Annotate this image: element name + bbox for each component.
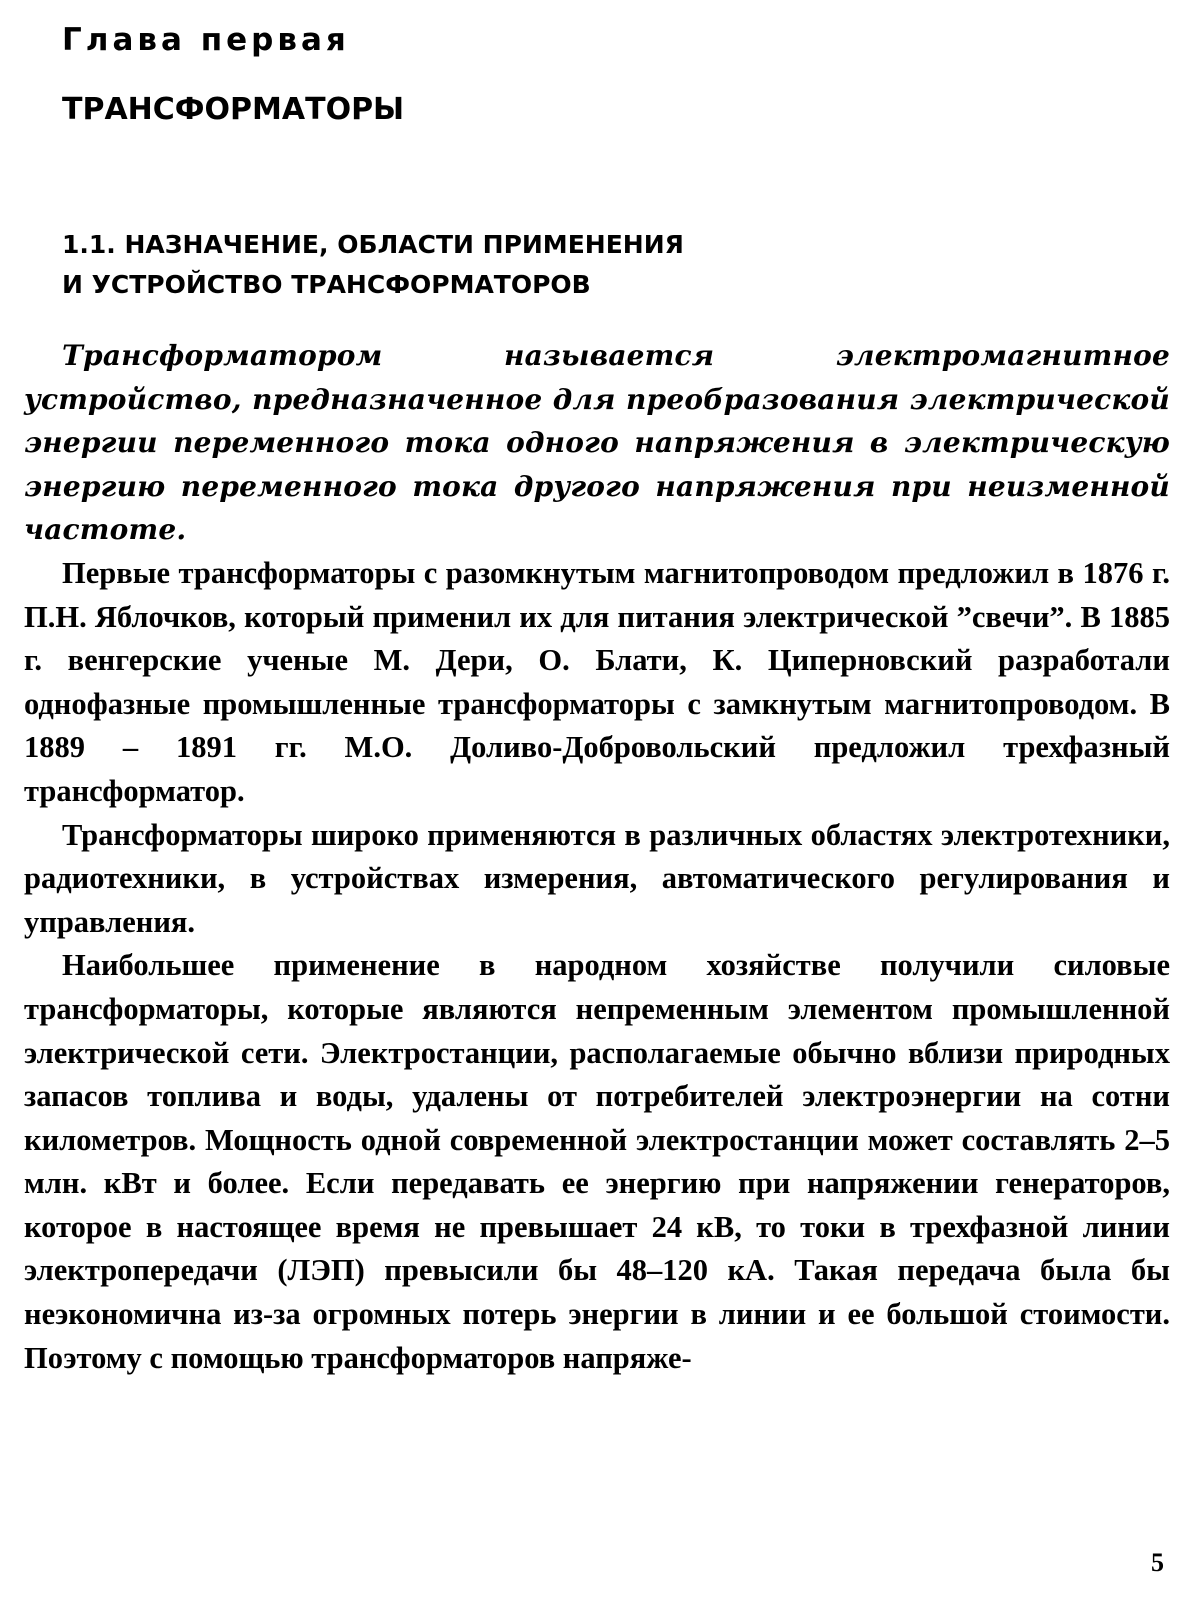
section-heading-line-2: И УСТРОЙСТВО ТРАНСФОРМАТОРОВ: [62, 270, 591, 299]
power-transformers-paragraph: Наибольшее применение в народном хозяйстве получили силовые трансформаторы, которые являются непременным элементом промышленной электрической сети. Электростанции, располагаемые обычно вблизи природных запасов топлива и воды, удалены от потребителей электроэнергии на сотни километров. Мощность одной современной электростанции может составлять 2–5 млн. кВт и более. Если передавать ее энергию при напряжении генераторов, которое в настоящее время не превышает 24 кВ, то токи в трехфазной линии электропередачи (ЛЭП) превысили бы 48–120 кА. Такая передача была бы неэкономична из-за огромных потерь энергии в линии и ее большой стоимости. Поэтому с помощью трансформаторов напряже-: [24, 948, 1170, 1375]
book-page: [24, 0, 1170, 1601]
section-heading: [62, 225, 962, 305]
section-heading-line-1: 1.1. НАЗНАЧЕНИЕ, ОБЛАСТИ ПРИМЕНЕНИЯ: [62, 230, 684, 259]
history-paragraph: Первые трансформаторы с разомкнутым магнитопроводом предложил в 1876 г. П.Н. Яблочков, который применил их для питания электрической ”свечи”. В 1885 г. венгерские ученые М. Дери, О. Блати, К. Циперновский разработали однофазные промышленные трансформаторы с замкнутым магнитопроводом. В 1889 – 1891 гг. М.О. Доливо-Добровольский предложил трехфазный трансформатор.: [24, 555, 1170, 808]
chapter-title: ТРАНСФОРМАТОРЫ: [62, 92, 405, 127]
chapter-label: Глава первая: [62, 22, 350, 58]
page-number: 5: [1151, 1548, 1164, 1577]
body-text: [24, 334, 1170, 1380]
applications-paragraph: Трансформаторы широко применяются в различных областях электротехники, радиотехники, в устройствах измерения, автоматического регулирования и управления.: [24, 817, 1170, 939]
definition-paragraph: Трансформатором называется электромагнитное устройство, предназначенное для преобразования электрической энергии переменного тока одного напряжения в электрическую энергию переменного тока другого напряжения при неизменной частоте.: [24, 339, 1170, 547]
